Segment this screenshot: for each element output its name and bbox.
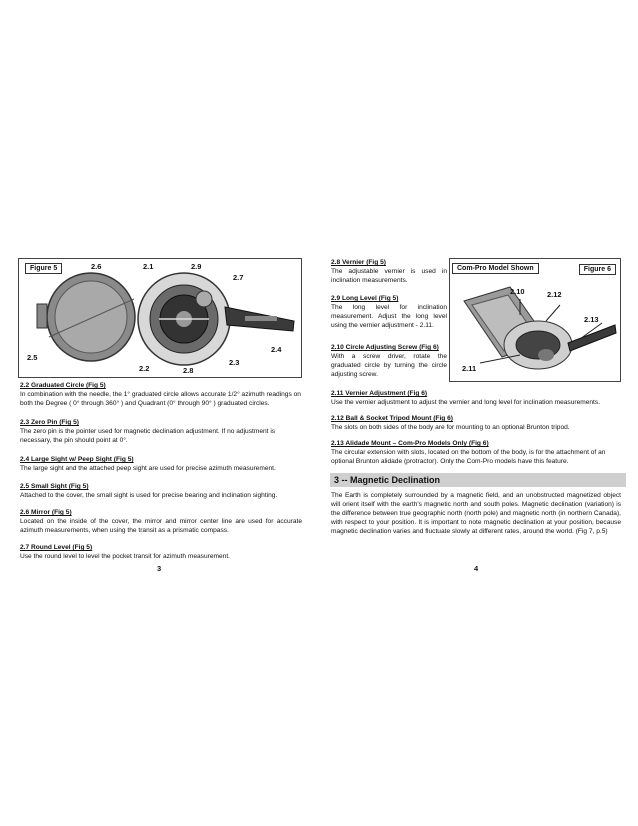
callout-2-8: 2.8 <box>183 366 194 375</box>
section-heading: 2.4 Large Sight w/ Peep Sight (Fig 5) <box>20 456 134 463</box>
section-body: The adjustable vernier is used in inclination measurements. <box>331 268 447 284</box>
section-body: Use the round level to level the pocket transit for azimuth measurement. <box>20 553 231 560</box>
callout-2-3: 2.3 <box>229 358 240 367</box>
callout-2-11: 2.11 <box>462 364 477 373</box>
section-2-11 <box>331 389 621 407</box>
section-2-8 <box>331 258 447 285</box>
section-2-7 <box>20 543 302 561</box>
section-body: The large sight and the attached peep sight are used for precise azimuth measurement. <box>20 465 276 472</box>
section-heading: 2.6 Mirror (Fig 5) <box>20 509 72 516</box>
section-heading: 2.8 Vernier (Fig 5) <box>331 259 386 266</box>
section-2-9 <box>331 294 447 330</box>
figure-6-model-label: Com-Pro Model Shown <box>452 263 539 274</box>
callout-2-13: 2.13 <box>584 315 599 324</box>
section-2-6 <box>20 508 302 535</box>
section-body: The circular extension with slots, located on the bottom of the body, is for the attachment of an optional Brunton alidade (protractor). Only the Com-Pro models have this feature. <box>331 449 606 465</box>
section-2-3 <box>20 418 302 445</box>
section-2-5 <box>20 482 302 500</box>
section-2-4 <box>20 455 302 473</box>
callout-2-5: 2.5 <box>27 353 38 362</box>
callout-2-9: 2.9 <box>191 262 202 271</box>
section-body: Located on the inside of the cover, the mirror and mirror center line are used for accurate azimuth measurements, when using the transit as a prismatic compass. <box>20 518 302 534</box>
figure-5-box <box>18 258 302 378</box>
callout-2-4: 2.4 <box>271 345 282 354</box>
section-heading: 2.11 Vernier Adjustment (Fig 6) <box>331 390 428 397</box>
chapter-body: The Earth is completely surrounded by a magnetic field, and an unobstructed magnetized object will orient itself with the earth's magnetic north and south poles. Magnetic declination (variation) is the difference between true geographic north (north pole) and magnetic north (in northern Canada), with respect to your position. It is important to note magnetic declination at your position, because magnetic declination varies and fluctuate slowly at different rates, around the world. (Fig 7, p.5) <box>331 492 621 535</box>
section-body: Use the vernier adjustment to adjust the vernier and long level for inclination measurements. <box>331 399 601 406</box>
callout-2-6: 2.6 <box>91 262 102 271</box>
right-page <box>319 0 638 826</box>
figure-5-label: Figure 5 <box>25 263 62 274</box>
section-heading: 2.12 Ball & Socket Tripod Mount (Fig 6) <box>331 415 453 422</box>
figure-6-box <box>449 258 621 382</box>
section-body: The slots on both sides of the body are for mounting to an optional Brunton tripod. <box>331 424 570 431</box>
callout-2-7: 2.7 <box>233 273 244 282</box>
section-body: The long level for inclination measurement. Adjust the long level using the vernier adjustment - 2.11. <box>331 304 447 329</box>
section-heading: 2.7 Round Level (Fig 5) <box>20 544 93 551</box>
section-2-12 <box>331 414 621 432</box>
section-body: With a screw driver, rotate the graduated circle by turning the circle adjusting screw. <box>331 353 447 378</box>
callout-2-1: 2.1 <box>143 262 154 271</box>
callout-2-12: 2.12 <box>547 290 562 299</box>
section-2-2 <box>20 381 302 408</box>
section-2-13 <box>331 439 621 466</box>
figure-6-label: Figure 6 <box>579 264 616 275</box>
section-heading: 2.3 Zero Pin (Fig 5) <box>20 419 79 426</box>
section-body: The zero pin is the pointer used for magnetic declination adjustment. If no adjustment is necessary, the pin should point at 0°. <box>20 428 276 444</box>
section-heading: 2.5 Small Sight (Fig 5) <box>20 483 89 490</box>
callout-2-10: 2.10 <box>510 287 525 296</box>
page-number: 4 <box>474 564 479 573</box>
callout-2-2: 2.2 <box>139 364 150 373</box>
section-heading: 2.13 Alidade Mount – Com-Pro Models Only (Fig 6) <box>331 440 489 447</box>
section-heading: 2.10 Circle Adjusting Screw (Fig 6) <box>331 344 439 351</box>
page-number: 3 <box>157 564 162 573</box>
section-heading: 2.2 Graduated Circle (Fig 5) <box>20 382 106 389</box>
section-body: Attached to the cover, the small sight is used for precise bearing and inclination sighting. <box>20 492 278 499</box>
section-body: In combination with the needle, the 1° graduated circle allows accurate 1/2° azimuth readings on both the Degree ( 0° through 360° ) and Quadrant (0° through 90° ) graduated circles. <box>20 391 301 407</box>
section-heading: 2.9 Long Level (Fig 5) <box>331 295 399 302</box>
section-2-10 <box>331 343 447 379</box>
compass-illustration <box>19 259 301 377</box>
chapter-heading: 3 -- Magnetic Declination <box>330 473 626 487</box>
